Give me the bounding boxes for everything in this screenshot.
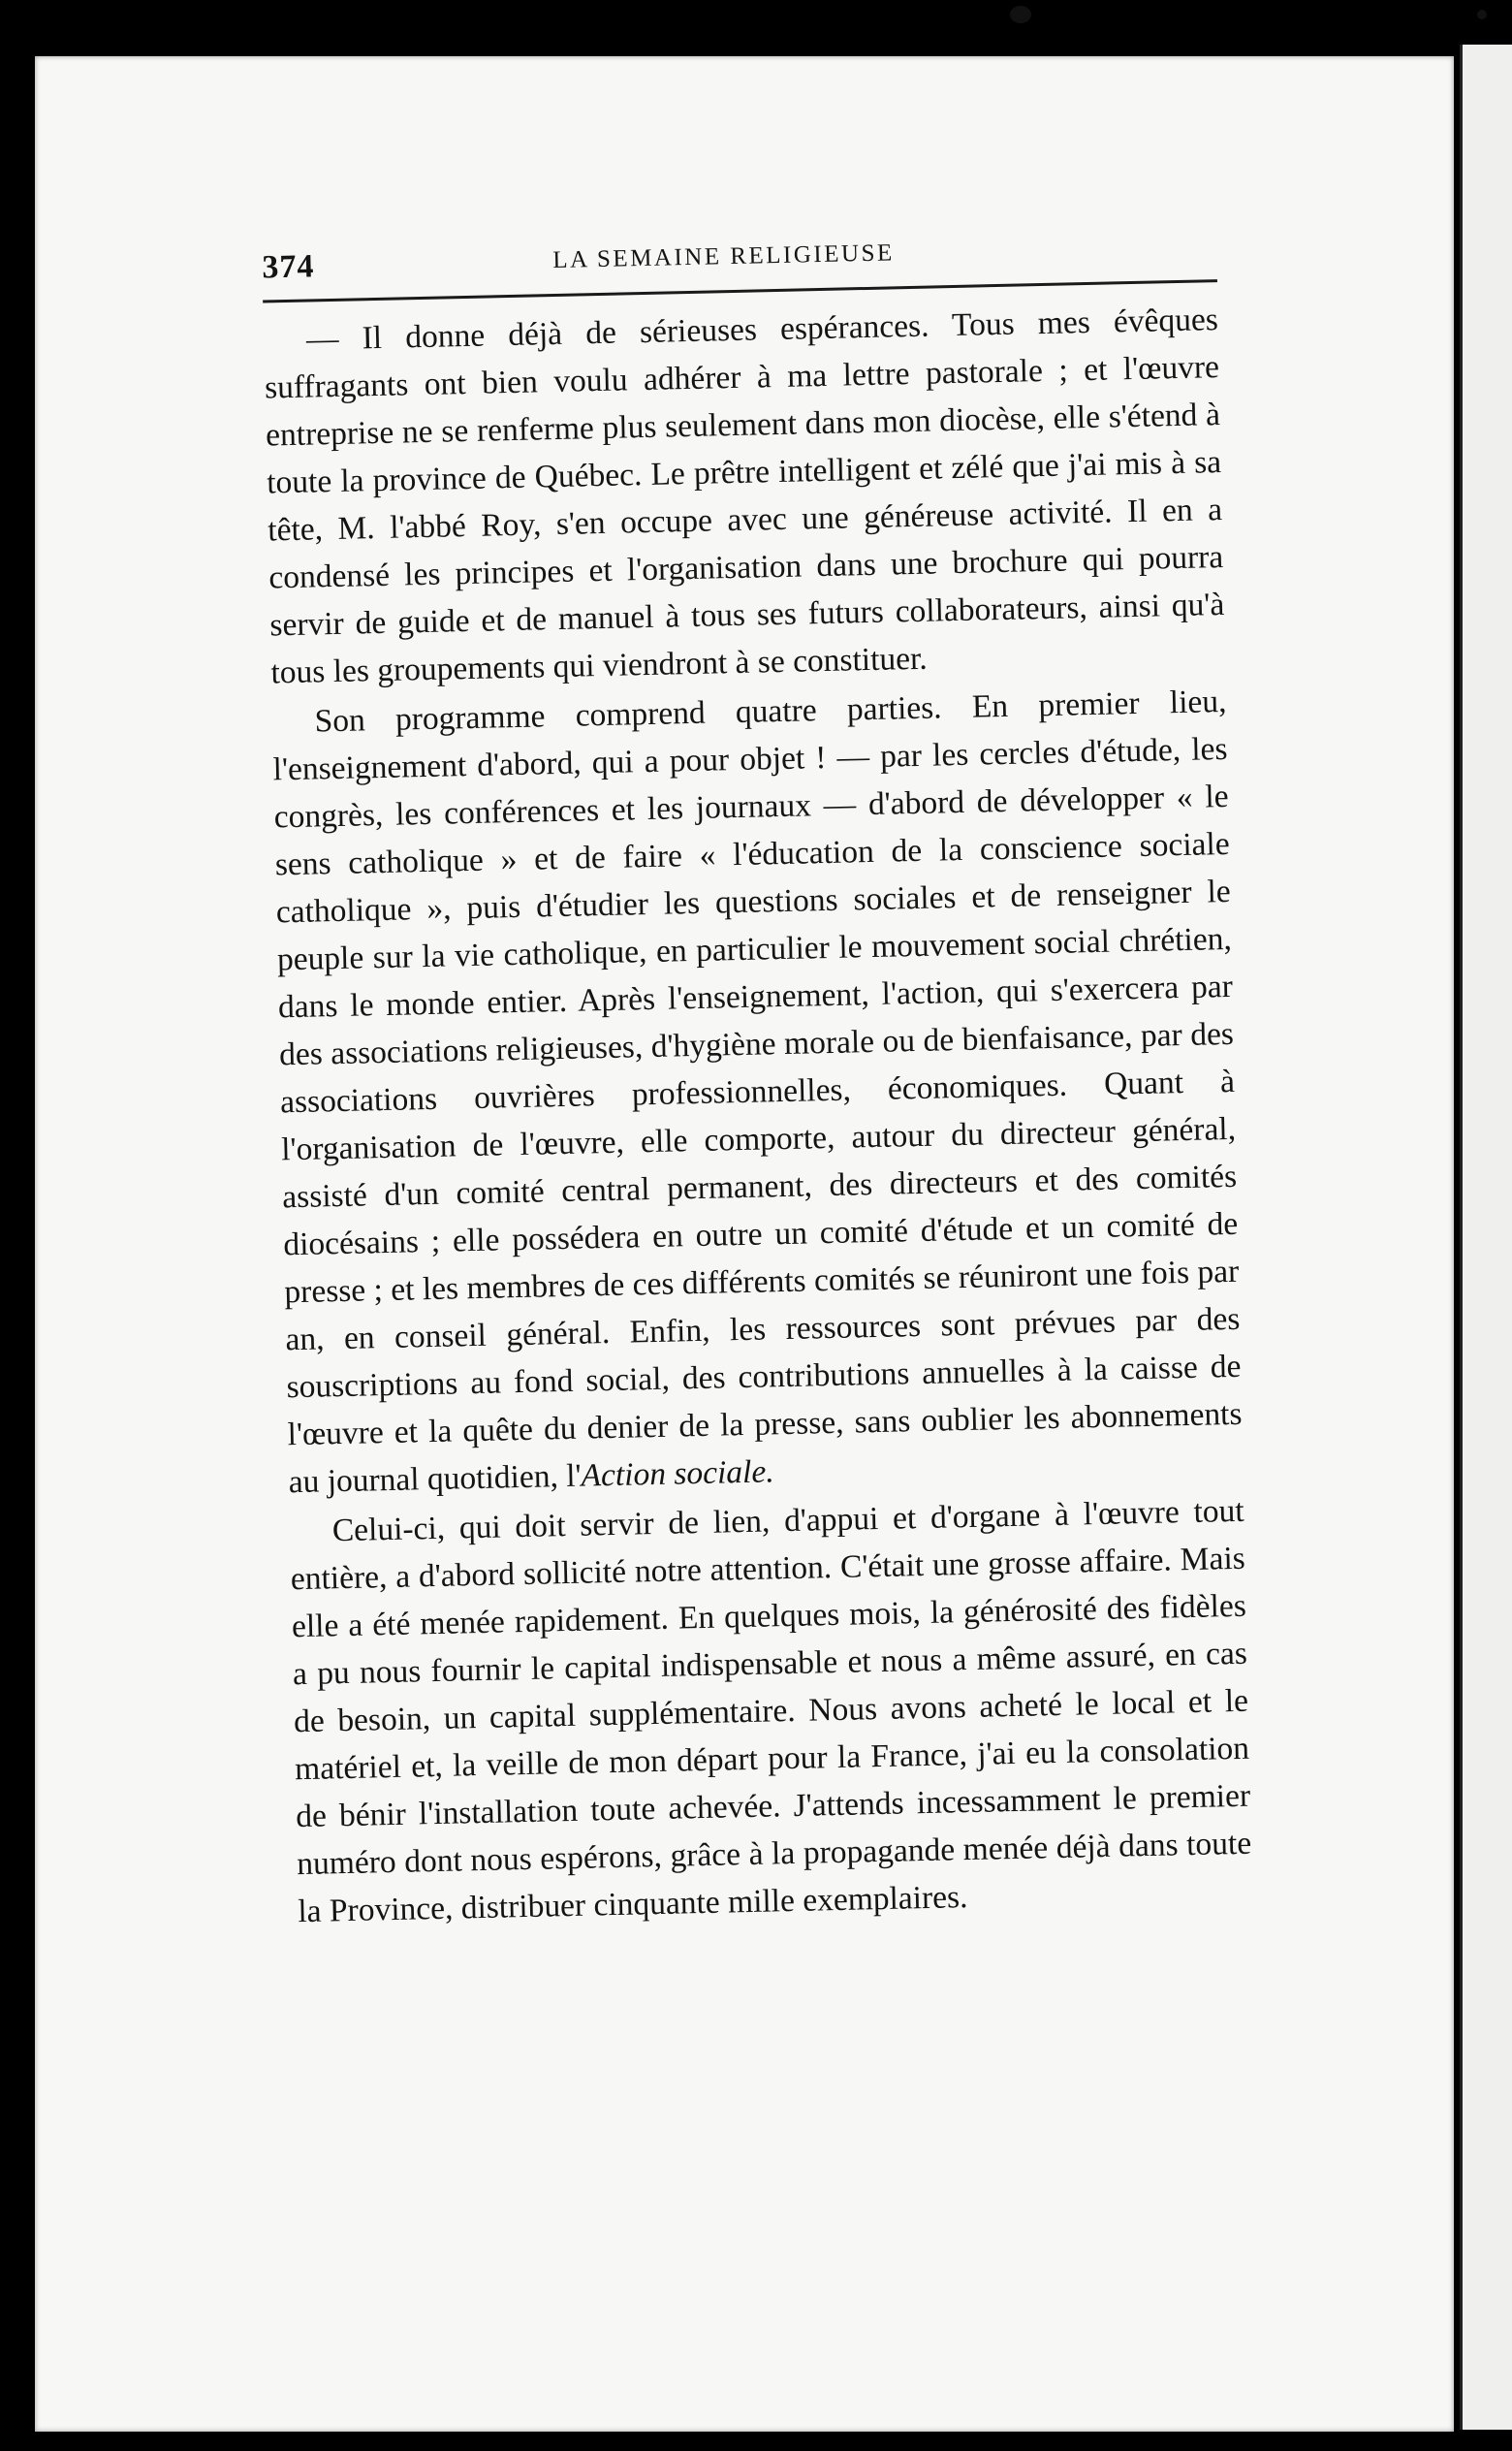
page-text-block	[242, 229, 1253, 1936]
paragraph-text: — Il donne déjà de sérieuses espérances. Tous mes évêques suffragants ont bien voulu adhérer à ma lettre pastorale ; et l'œuvre entreprise ne se renferme plus seulement dans mon diocèse, elle s'étend à toute la province de Québec. Le prêtre intelligent et zélé que j'ai mis à sa tête, M. l'abbé Roy, s'en occupe avec une généreuse activité. Il en a condensé les principes et l'organisation dans une brochure qui pourra servir de guide et de manuel à tous ses futurs collaborateurs, ainsi qu'à tous les groupements qui viendront à se constituer.	[264, 302, 1225, 691]
paragraph-text: Son programme comprend quatre parties. En premier lieu, l'enseignement d'abord, qui a pour objet ! — par les cercles d'étude, les congrès, les conférences et les journaux — d'abord de développer « le sens catholique » et de faire « l'éducation de la conscience sociale catholique », puis d'étudier les questions sociales et de renseigner le peuple sur la vie catholique, en particulier le mouvement social chrétien, dans le monde entier. Après l'enseignement, l'action, qui s'exercera par des associations religieuses, d'hygiène morale ou de bienfaisance, par des associations ouvrières professionnelles, économiques. Quant à l'organisation de l'œuvre, elle comporte, autour du directeur général, assisté d'un comité central permanent, des directeurs et des comités diocésains ; elle possédera en outre un comité d'étude et un comité de presse ; et les membres de ces différents comités se réuniront une fois par an, en conseil général. Enfin, les ressources sont prévues par des souscriptions au fond social, des contributions annuelles à la caisse de l'œuvre et la quête du denier de la presse, sans oublier les abonnements au journal quotidien, l'	[272, 683, 1243, 1501]
scan-speck	[1477, 10, 1487, 19]
running-title: LA SEMAINE RELIGIEUSE	[552, 239, 896, 274]
adjacent-page-edge	[1460, 45, 1512, 2430]
body-text	[244, 296, 1253, 1936]
scan-speck	[1010, 6, 1031, 23]
paragraph	[271, 678, 1244, 1506]
paragraph-text: Celui-ci, qui doit servir de lien, d'appui et d'organe à l'œuvre tout entière, a d'abord sollicité notre attention. C'était une grosse affaire. Mais elle a été menée rapidement. En quelques mois, la générosité des fidèles a pu nous fournir le capital indispensable et nous a même assuré, en cas de besoin, un capital supplémentaire. Nous avons acheté le local et le matériel et, la veille de mon départ pour la France, j'ai eu la consolation de bénir l'installation toute achevée. J'attends incessamment le premier numéro dont nous espérons, grâce à la propagande menée déjà dans toute la Province, distribuer cinquante mille exemplaires.	[290, 1492, 1252, 1930]
paragraph	[264, 296, 1226, 696]
page-number: 374	[261, 248, 315, 286]
italic-title: Action sociale.	[581, 1453, 775, 1494]
paragraph	[289, 1487, 1252, 1935]
